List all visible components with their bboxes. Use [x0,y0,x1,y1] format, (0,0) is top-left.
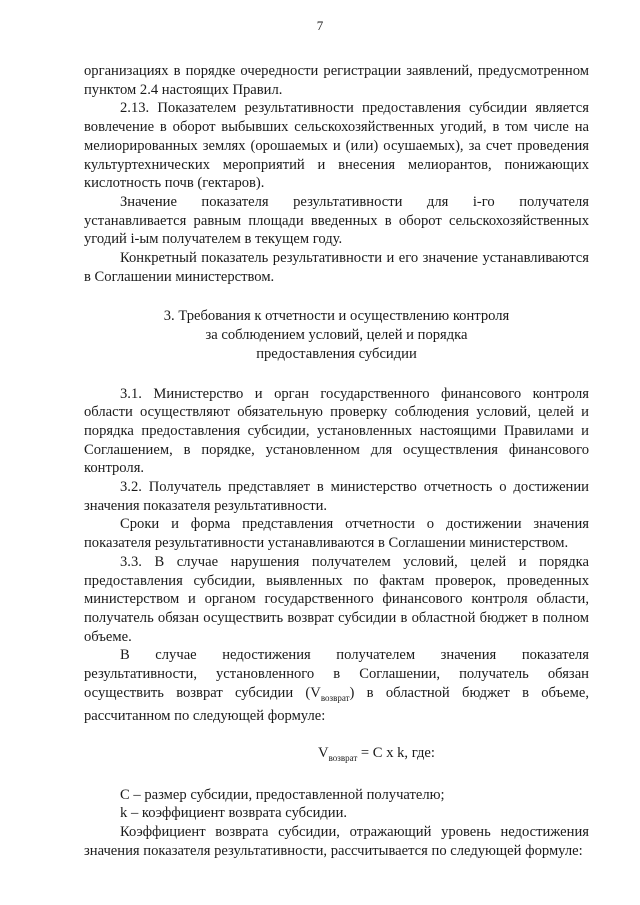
paragraphs-top [84,62,589,286]
shortfall-text-before: В случае недостижения получателем значения показателя результативности, установленного в Соглашении, получатель обязан осуществить возврат субсидии (V [84,647,589,701]
shortfall-text-after: ) в областной бюджет в объеме, рассчитанном по следующей формуле: [84,684,589,725]
section-title-line-1: 3. Требования к отчетности и осуществлению контроля [163,308,510,325]
paragraph-coef: Коэффициент возврата субсидии, отражающий уровень недостижения значения показателя результативности, рассчитывается по следующей формуле: [84,824,589,859]
formula-return [84,744,589,768]
paragraph-3-1: 3.1. Министерство и орган государственного финансового контроля области осуществляют обязательную проверку соблюдения условий, целей и порядка предоставления субсидии, установленных настоящими Правилами и Соглашением, в порядке, установленном для осуществления финансового контроля. [84,385,589,477]
section-title [84,307,589,363]
paragraph-2-13: 2.13. Показателем результативности предоставления субсидии является вовлечение в оборот выбывших сельскохозяйственных угодий, в том числе на мелиорированных землях (орошаемых и (или) осушаемых), за счет проведения культуртехнических мероприятий и внесения мелиорантов, понижающих кислотность почв (гектаров). [84,100,589,192]
paragraph-concrete: Конкретный показатель результативности и его значение устанавливаются в Соглашении министерством. [84,250,589,285]
paragraphs-mid [84,385,589,647]
paragraphs-bottom [84,786,589,861]
paragraph-3-2: 3.2. Получатель представляет в министерство отчетность о достижении значения показателя результативности. [84,479,589,514]
formula-v: V [318,745,329,762]
paragraph-terms: Сроки и форма представления отчетности о достижении значения показателя результативности устанавливаются в Соглашении министерством. [84,516,589,552]
document-body [84,62,589,861]
paragraph-value: Значение показателя результативности для i-го получателя устанавливается равным площади введенных в оборот сельскохозяйственных угодий i-ым получателем в текущем году. [84,193,589,248]
shortfall-subscript: возврат [320,692,350,703]
paragraph-cont: организациях в порядке очередности регистрации заявлений, предусмотренном пунктом 2.4 настоящих Правил. [84,63,589,98]
paragraph-c: C – размер субсидии, предоставленной получателю; [120,786,445,803]
paragraph-shortfall [84,646,589,726]
formula-subscript: возврат [328,753,358,764]
formula-rest: = C x k, где: [357,745,435,762]
section-title-line-3: предоставления субсидии [256,345,417,362]
page-number: 7 [316,18,324,33]
paragraph-3-3: 3.3. В случае нарушения получателем условий, целей и порядка предоставления субсидии, выявленных по фактам проверок, проведенных министерством и органом государственного финансового контроля области, получатель обязан осуществить возврат субсидии в областной бюджет в полном объеме. [84,553,589,645]
paragraph-k: k – коэффициент возврата субсидии. [120,805,348,822]
section-title-line-2: за соблюдением условий, целей и порядка [205,327,468,344]
